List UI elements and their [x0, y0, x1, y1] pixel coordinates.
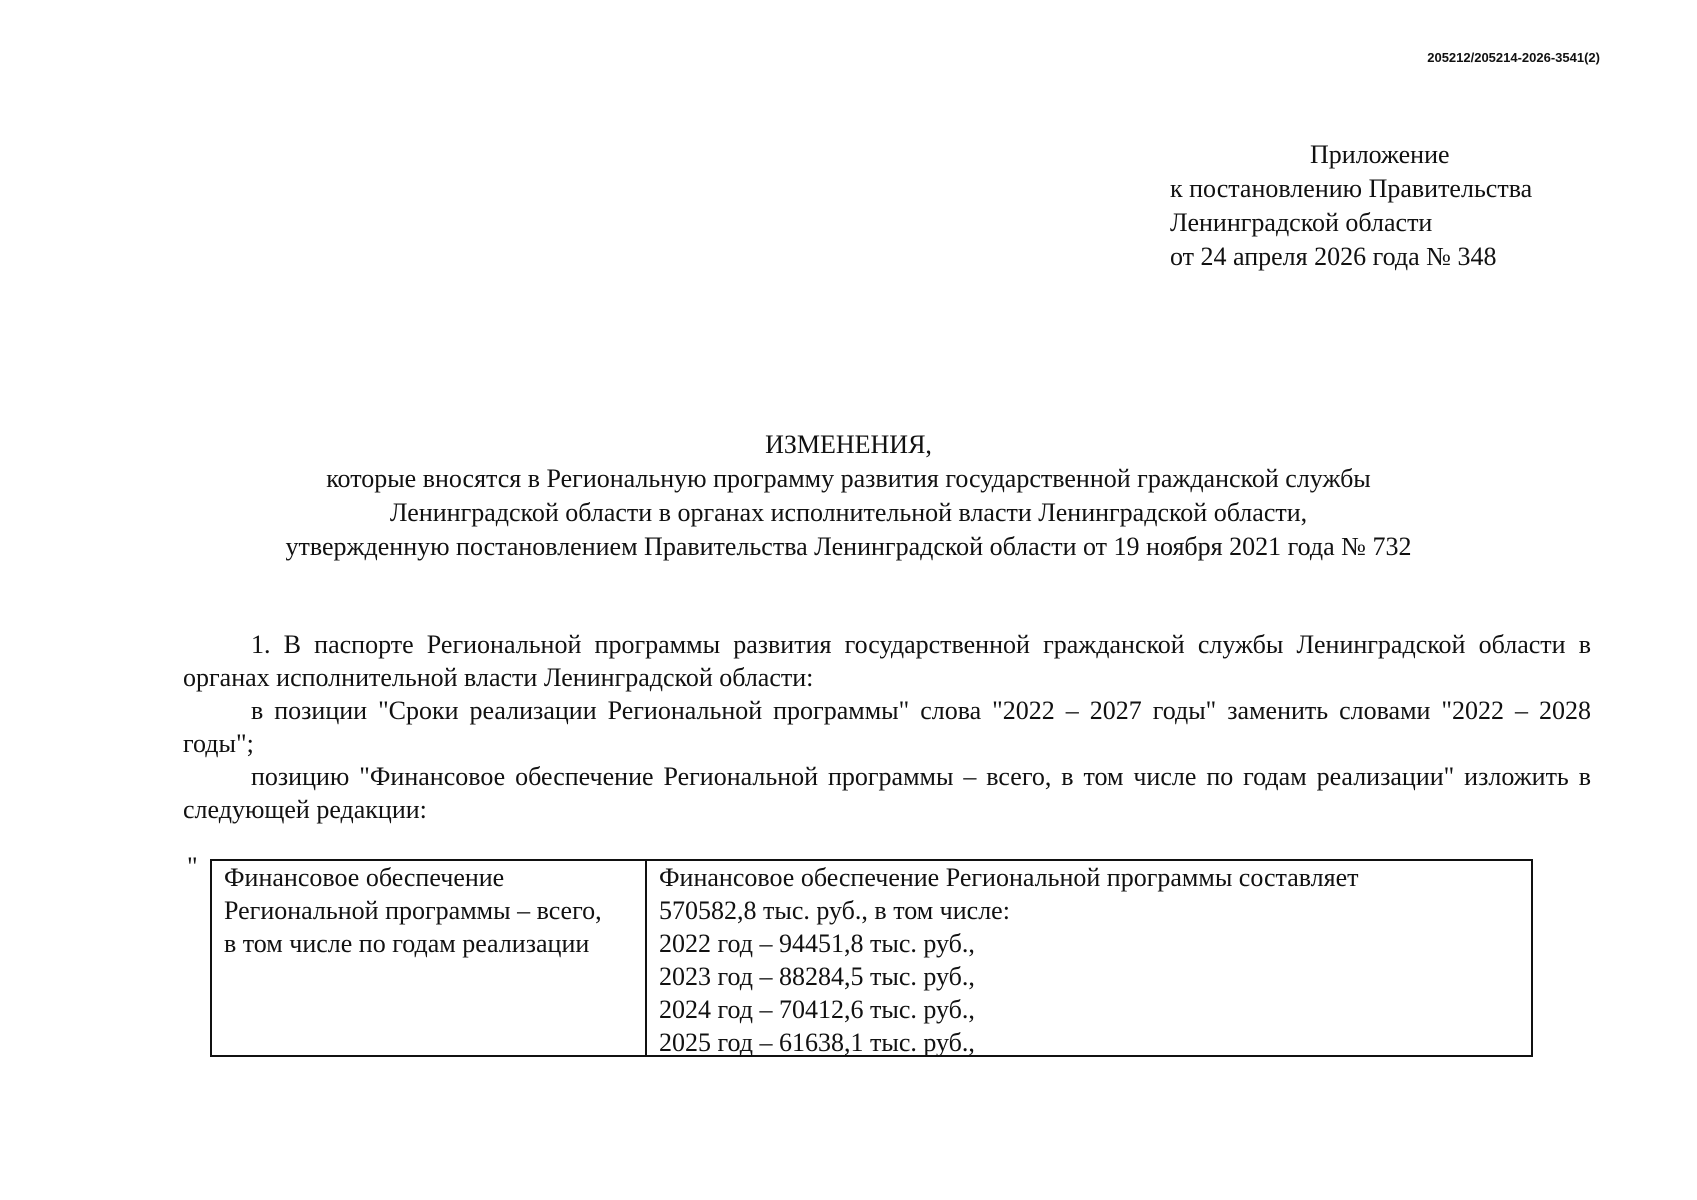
funding-year-line: 2025 год – 61638,1 тыс. руб.,	[659, 1028, 975, 1057]
heading-title: ИЗМЕНЕНИЯ,	[765, 430, 932, 459]
document-heading	[0, 428, 1697, 564]
cell-line: Финансовое обеспечение	[224, 863, 505, 892]
body-text	[183, 628, 1591, 826]
opening-quote-mark: "	[187, 852, 198, 881]
annex-line: от 24 апреля 2026 года № 348	[1170, 242, 1497, 271]
annex-block	[1170, 138, 1532, 274]
cell-line: 570582,8 тыс. руб., в том числе:	[659, 896, 1010, 925]
heading-line: которые вносятся в Региональную программу развития государственной гражданской службы	[326, 464, 1371, 493]
annex-line: Ленинградской области	[1170, 208, 1433, 237]
heading-line: утвержденную постановлением Правительства Ленинградской области от 19 ноября 2021 года № 732	[285, 532, 1412, 561]
funding-year-line: 2024 год – 70412,6 тыс. руб.,	[659, 995, 975, 1024]
table-cell-content	[647, 861, 1531, 1055]
paragraph: 1. В паспорте Региональной программы развития государственной гражданской службы Ленинградской области в органах исполнительной власти Ленинградской области:	[183, 630, 1591, 692]
cell-line: в том числе по годам реализации	[224, 929, 590, 958]
heading-line: Ленинградской области в органах исполнительной власти Ленинградской области,	[389, 498, 1308, 527]
document-registration-number: 205212/205214-2026-3541(2)	[1427, 50, 1600, 65]
paragraph: позицию "Финансовое обеспечение Региональной программы – всего, в том числе по годам реализации" изложить в следующей редакции:	[183, 762, 1591, 824]
amendment-table	[210, 859, 1533, 1057]
annex-line: к постановлению Правительства	[1170, 174, 1533, 203]
cell-line: Региональной программы – всего,	[224, 896, 602, 925]
table-cell-position	[212, 861, 647, 1055]
paragraph: в позиции "Сроки реализации Региональной программы" слова "2022 – 2027 годы" заменить словами "2022 – 2028 годы";	[183, 696, 1591, 758]
cell-line: Финансовое обеспечение Региональной программы составляет	[659, 863, 1359, 892]
funding-year-line: 2023 год – 88284,5 тыс. руб.,	[659, 962, 975, 991]
annex-title: Приложение	[1310, 140, 1450, 169]
funding-year-line: 2022 год – 94451,8 тыс. руб.,	[659, 929, 975, 958]
